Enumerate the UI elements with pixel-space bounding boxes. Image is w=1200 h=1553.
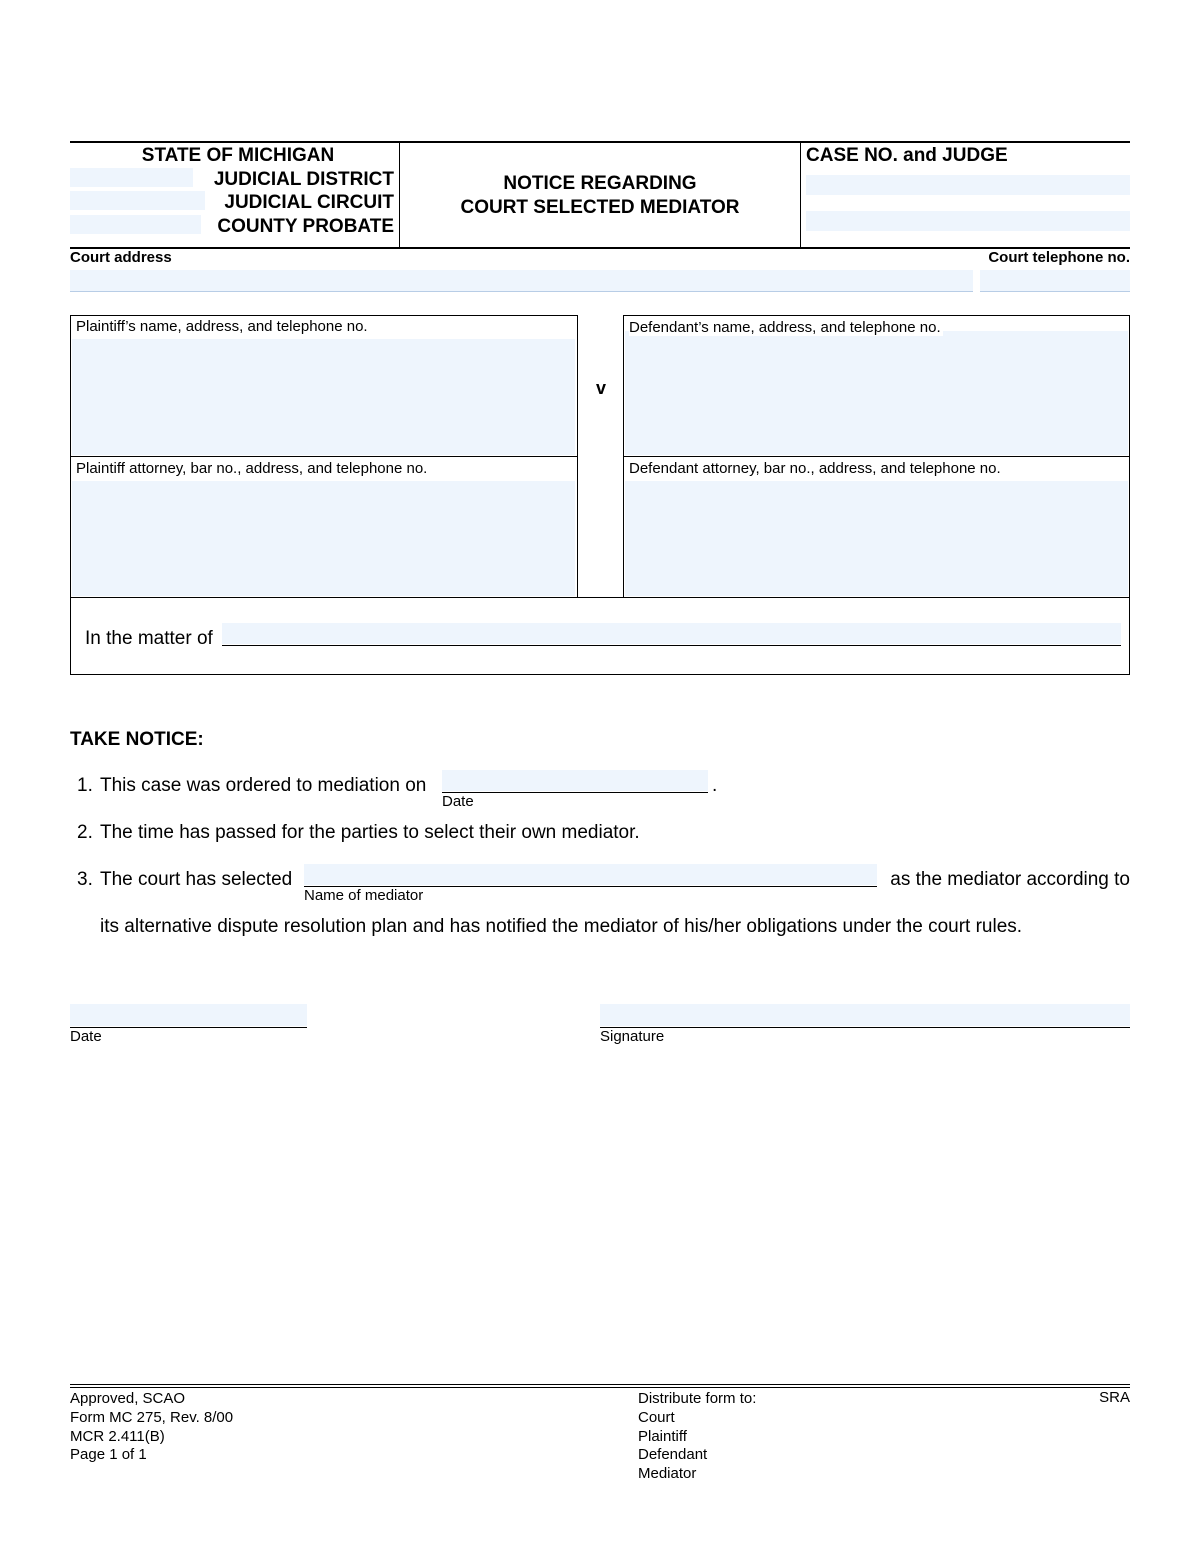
signature-underline xyxy=(600,1027,1130,1028)
take-notice-heading: TAKE NOTICE: xyxy=(70,729,204,750)
distribute-mediator: Mediator xyxy=(638,1465,697,1482)
distribute-plaintiff: Plaintiff xyxy=(638,1428,687,1445)
plaintiff-field[interactable] xyxy=(72,339,575,455)
header-divider-right xyxy=(800,142,801,248)
form-title-line1: NOTICE REGARDING xyxy=(503,173,697,194)
court-address-label: Court address xyxy=(70,249,172,266)
item2-number: 2. xyxy=(77,822,93,843)
mediator-name-field[interactable] xyxy=(304,864,877,885)
header-bottom-rule xyxy=(70,247,1130,249)
matter-label: In the matter of xyxy=(85,628,213,649)
judge-field[interactable] xyxy=(806,211,1130,231)
item1-text: This case was ordered to mediation on xyxy=(100,775,427,796)
defendant-divider xyxy=(623,456,1130,457)
defendant-label: Defendant’s name, address, and telephone no. xyxy=(629,319,941,336)
judicial-district-label: JUDICIAL DISTRICT xyxy=(213,169,394,190)
item3-text-before: The court has selected xyxy=(100,869,293,890)
defendant-field[interactable] xyxy=(625,331,1128,455)
footer-rule-bottom xyxy=(70,1387,1130,1388)
defendant-attorney-label: Defendant attorney, bar no., address, and telephone no. xyxy=(629,460,1001,477)
judicial-circuit-field[interactable] xyxy=(70,191,205,210)
signature-label: Signature xyxy=(600,1028,665,1045)
header-top-rule xyxy=(70,141,1130,143)
defendant-attorney-field[interactable] xyxy=(625,481,1128,596)
item2-text: The time has passed for the parties to select their own mediator. xyxy=(100,822,640,843)
signature-date-label: Date xyxy=(70,1028,102,1045)
item1-number: 1. xyxy=(77,775,93,796)
plaintiff-attorney-label: Plaintiff attorney, bar no., address, and telephone no. xyxy=(76,460,428,477)
footer-code: SRA xyxy=(1099,1389,1130,1406)
footer-mcr: MCR 2.411(B) xyxy=(70,1428,165,1445)
footer-approved: Approved, SCAO xyxy=(70,1390,186,1407)
footer-rule-top xyxy=(70,1384,1130,1385)
distribute-label: Distribute form to: xyxy=(638,1390,757,1407)
court-telephone-field[interactable] xyxy=(980,270,1130,292)
item3-number: 3. xyxy=(77,869,93,890)
mediation-date-caption: Date xyxy=(442,793,474,810)
item3-text-after: as the mediator according to xyxy=(890,869,1130,890)
county-probate-label: COUNTY PROBATE xyxy=(217,216,394,237)
signature-field[interactable] xyxy=(600,1004,1130,1026)
mediation-date-field[interactable] xyxy=(442,770,708,791)
court-telephone-label: Court telephone no. xyxy=(988,249,1130,266)
judicial-district-field[interactable] xyxy=(70,168,193,187)
signature-date-field[interactable] xyxy=(70,1004,307,1026)
matter-underline xyxy=(222,645,1121,646)
item1-period: . xyxy=(712,775,718,796)
footer-form-no: Form MC 275, Rev. 8/00 xyxy=(70,1409,234,1426)
versus-label: v xyxy=(595,378,606,398)
plaintiff-divider xyxy=(70,456,578,457)
state-label: STATE OF MICHIGAN xyxy=(141,145,335,166)
distribute-defendant: Defendant xyxy=(638,1446,708,1463)
plaintiff-attorney-field[interactable] xyxy=(72,481,575,596)
footer-page: Page 1 of 1 xyxy=(70,1446,147,1463)
judicial-circuit-label: JUDICIAL CIRCUIT xyxy=(224,192,394,213)
case-no-field[interactable] xyxy=(806,175,1130,195)
form-title-line2: COURT SELECTED MEDIATOR xyxy=(460,197,740,218)
signature-date-underline xyxy=(70,1027,307,1028)
item3-continuation: its alternative dispute resolution plan and has notified the mediator of his/her obligations under the court rules. xyxy=(100,916,1023,937)
mediation-date-underline xyxy=(442,792,708,793)
county-probate-field[interactable] xyxy=(70,215,201,234)
mediator-name-caption: Name of mediator xyxy=(304,887,424,904)
plaintiff-label: Plaintiff’s name, address, and telephone no. xyxy=(76,318,368,335)
court-address-field[interactable] xyxy=(70,270,973,292)
matter-field[interactable] xyxy=(222,623,1121,644)
distribute-court: Court xyxy=(638,1409,675,1426)
case-no-label: CASE NO. and JUDGE xyxy=(806,145,1008,166)
